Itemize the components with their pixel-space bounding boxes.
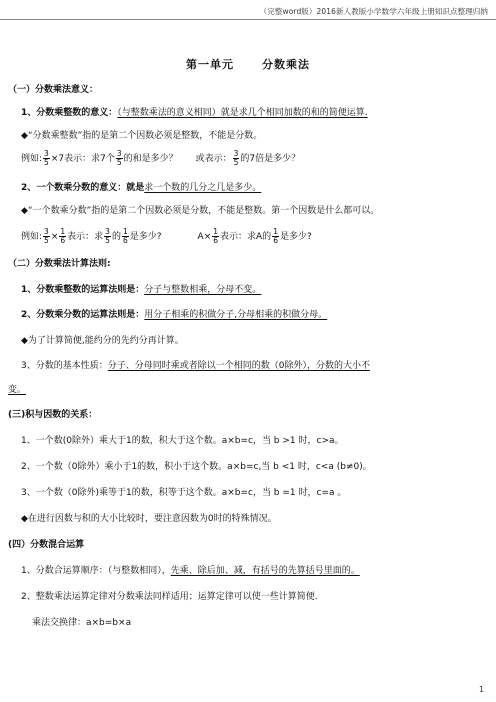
page-title — [0, 56, 496, 72]
s1-l6-a: × — [50, 232, 59, 242]
s1-l3-a: ×7表示：求7个 — [50, 154, 115, 164]
s3-line-1: 1、一个数(0除外）乘大于1的数，积大于这个数。a×b=c，当 b >1 时，c>a。 — [21, 436, 344, 446]
s1-l6-e: A× — [197, 232, 212, 242]
s4-l1-underline: 先乘、除后加、减，有括号的先算括号里面的。 — [170, 566, 360, 576]
s1-l3-d: 的7倍是多少？ — [240, 154, 301, 164]
section-2-heading: （二）分数乘法计算法则: — [8, 259, 111, 269]
fraction-1-6: $\frac{1}{6}$ — [213, 227, 219, 245]
fraction-3-5: $\frac{3}{5}$ — [44, 227, 49, 245]
s1-l6-g: 是多少? — [279, 232, 312, 242]
s2-line-4-cont — [8, 382, 476, 395]
s1-l6-c: 的 — [111, 232, 121, 242]
fraction-3-5: $\frac{3}{5}$ — [233, 149, 239, 167]
s4-line-3: 乘法交换律：a×b=b×a — [32, 618, 132, 628]
fraction-3-5: $\frac{3}{5}$ — [44, 149, 49, 167]
s2-l2-underline: 用分子相乘的积做分子,分母相乘的积做分母。 — [144, 310, 328, 320]
s1-l6-prefix: 例如: — [21, 232, 43, 242]
page-header: （完整word版）2016新人教版小学数学六年级上册知识点整理归纳 — [259, 7, 488, 16]
section-3-heading: (三)积与因数的关系： — [8, 410, 98, 420]
fraction-3-5: $\frac{3}{5}$ — [116, 149, 122, 167]
s3-line-2: 2、一个数（0除外）乘小于1的数，积小于这个数。a×b=c,当 b <1 时，c<a (b≠0)。 — [21, 462, 372, 472]
s2-line-4 — [21, 358, 476, 371]
s1-line-2: ◆“分数乘整数”指的是第二个因数必须是整数，不能是分数。 — [21, 131, 263, 141]
s1-line-5: ◆“一个数乘分数”指的是第二个因数必须是分数，不能是整数。第一个因数是什么都可以。 — [21, 206, 380, 216]
s1-l3-b: 的和是多少？ — [123, 154, 178, 164]
fraction-1-6: $\frac{1}{6}$ — [273, 227, 278, 245]
s2-l1-underline: 分子与整数相乘，分母不变。 — [144, 285, 262, 295]
s4-line-2: 2、整数乘法运算定律对分数乘法同样适用；运算定律可以使一些计算简便. — [21, 592, 318, 602]
page-number: 1 — [478, 685, 484, 694]
s2-l1-bold: 1、分数乘整数的运算法则是： — [21, 285, 145, 295]
s4-line-1 — [21, 563, 476, 576]
s1-line-1 — [21, 105, 476, 118]
s2-line-2 — [21, 307, 476, 320]
section-4-heading: (四）分数混合运算 — [8, 540, 85, 550]
s2-line-1 — [21, 282, 476, 295]
s2-line-3: ◆为了计算简便,能约分的先约分再计算。 — [21, 336, 184, 346]
s2-l4-underline: 分子、分母同时乘或者除以一个相同的数（0除外），分数的大小不 — [107, 361, 370, 371]
title-name: 分数乘法 — [262, 58, 310, 71]
s1-line-3 — [21, 150, 476, 167]
s1-l6-b: 表示：求 — [67, 232, 104, 242]
s1-l3-c: 或表示： — [195, 154, 232, 164]
section-1-heading: （一）分数乘法意义： — [8, 85, 99, 95]
s1-line-4 — [21, 180, 476, 193]
s1-l6-d: 是多少? — [129, 232, 162, 242]
header-rule — [0, 19, 496, 20]
s2-l4-cont: 变。 — [8, 385, 27, 395]
fraction-1-6: $\frac{1}{6}$ — [60, 227, 66, 245]
s3-line-4: ◆在进行因数与积的大小比较时，要注意因数为0时的特殊情况。 — [21, 514, 277, 524]
title-unit: 第一单元 — [186, 58, 234, 71]
fraction-3-5: $\frac{3}{5}$ — [105, 227, 110, 245]
s4-l1-a: 1、分数合运算顺序：（与整数相同）， — [21, 566, 171, 576]
s1-line-6 — [21, 228, 476, 245]
s1-l4-bold: 2、一个数乘分数的意义：就是 — [21, 183, 145, 193]
s1-l1-rest: （与整数乘法的意义相同）就是求几个相同加数的和的简便运算. — [117, 108, 368, 118]
s1-l4-rest: 求一个数的几分之几是多少。 — [144, 183, 262, 193]
s3-line-3: 3、一个数（0除外)乘等于1的数，积等于这个数。a×b=c，当 b =1 时，c=a 。 — [21, 488, 347, 498]
s2-l4-a: 3、分数的基本性质： — [21, 361, 108, 371]
s1-l6-f: 表示：求A的 — [220, 232, 272, 242]
s1-l1-bold: 1、分数乘整数的意义： — [21, 108, 118, 118]
s1-l3-prefix: 例如: — [21, 154, 43, 164]
fraction-1-6: $\frac{1}{6}$ — [122, 227, 128, 245]
s2-l2-bold: 2、分数乘分数的运算法则是： — [21, 310, 145, 320]
